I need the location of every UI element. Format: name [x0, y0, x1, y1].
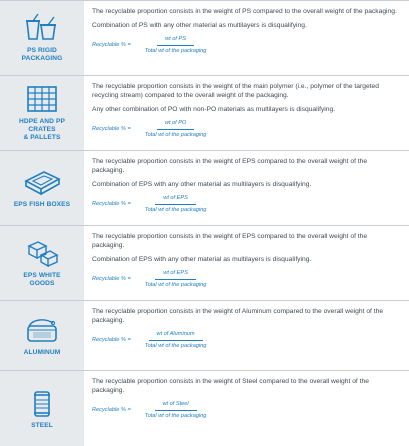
- row-content: [92, 232, 399, 290]
- table-row: [0, 370, 409, 446]
- crate-icon: [22, 84, 62, 114]
- formula-fraction: [137, 269, 215, 290]
- table-row: [0, 225, 409, 300]
- disqualifier-text: Any other combination of PO with non-PO materials as multilayers is disqualifying.: [92, 106, 336, 113]
- formula-denominator: Total wt of the packaging: [144, 132, 207, 138]
- formula-lhs: Recyclable % =: [92, 276, 131, 282]
- category-label: PS RIGID PACKAGING: [21, 47, 63, 62]
- formula-lhs: Recyclable % =: [92, 126, 131, 132]
- category-cell: [0, 1, 84, 75]
- formula-denominator: Total wt of the packaging: [144, 48, 207, 54]
- category-label: ALUMINUM: [23, 348, 61, 356]
- formula-fraction: [137, 35, 215, 56]
- description-text: The recyclable proportion consists in the weight of the main polymer (i.e., polymer of the targeted recycling stream) compared to the overall weight of the packaging.: [92, 83, 379, 99]
- formula-fraction: [137, 330, 215, 351]
- disqualifier-text: Combination of EPS with any other material as multilayers is disqualifying.: [92, 181, 312, 188]
- foam-blocks-icon: [22, 238, 62, 268]
- description-text: The recyclable proportion consists in the weight of EPS compared to the overall weight of the packaging.: [92, 158, 368, 174]
- fish-box-icon: [22, 167, 62, 197]
- steel-can-icon: [22, 388, 62, 418]
- category-cell: [0, 226, 84, 300]
- category-cell: [0, 151, 84, 225]
- formula-lhs: Recyclable % =: [92, 42, 131, 48]
- formula: [92, 330, 399, 351]
- description-text: The recyclable proportion consists in the weight of Steel compared to the overall weight of the packaging.: [92, 378, 369, 394]
- formula-lhs: Recyclable % =: [92, 337, 131, 343]
- description-text: The recyclable proportion consists in the weight of PS compared to the overall weight of the packaging.: [92, 8, 397, 15]
- category-label: HDPE AND PP CRATES & PALLETS: [19, 118, 65, 141]
- formula-lhs: Recyclable % =: [92, 407, 131, 413]
- formula-denominator: Total wt of the packaging: [144, 343, 207, 349]
- table-row: [0, 300, 409, 370]
- formula-fraction: [137, 194, 215, 215]
- row-content: [92, 307, 399, 351]
- formula-numerator: wt of EPS: [155, 194, 196, 205]
- category-label: EPS FISH BOXES: [13, 201, 71, 208]
- formula-numerator: wt of PO: [157, 119, 194, 130]
- formula: [92, 269, 399, 290]
- disqualifier-text: Combination of EPS with any other material as multilayers is disqualifying.: [92, 256, 312, 263]
- row-content: [92, 157, 399, 215]
- description-text: The recyclable proportion consists in the weight of EPS compared to the overall weight of the packaging.: [92, 233, 368, 249]
- disqualifier-text: Combination of PS with any other material as multilayers is disqualifying.: [92, 22, 307, 29]
- formula-denominator: Total wt of the packaging: [144, 207, 207, 213]
- formula-numerator: wt of Steel: [155, 400, 197, 411]
- formula: [92, 35, 399, 56]
- aluminum-can-icon: [22, 315, 62, 345]
- category-cell: [0, 371, 84, 446]
- formula-fraction: [137, 400, 215, 421]
- category-label: EPS WHITE GOODS: [23, 272, 61, 287]
- formula-fraction: [137, 119, 215, 140]
- cups-icon: [22, 13, 62, 43]
- formula-numerator: wt of Aluminum: [149, 330, 203, 341]
- formula: [92, 119, 399, 140]
- formula: [92, 400, 399, 421]
- formula-lhs: Recyclable % =: [92, 201, 131, 207]
- row-content: [92, 7, 399, 56]
- category-cell: [0, 301, 84, 370]
- formula-numerator: wt of PS: [157, 35, 194, 46]
- description-text: The recyclable proportion consists in the weight of Aluminum compared to the overall weight of the packaging.: [92, 308, 384, 324]
- formula-denominator: Total wt of the packaging: [144, 413, 207, 419]
- table-row: [0, 150, 409, 225]
- formula-numerator: wt of EPS: [155, 269, 196, 280]
- table-row: [0, 75, 409, 150]
- table-row: [0, 0, 409, 75]
- category-cell: [0, 76, 84, 150]
- row-content: [92, 377, 399, 421]
- formula-denominator: Total wt of the packaging: [144, 282, 207, 288]
- formula: [92, 194, 399, 215]
- category-label: STEEL: [31, 421, 53, 429]
- row-content: [92, 82, 399, 140]
